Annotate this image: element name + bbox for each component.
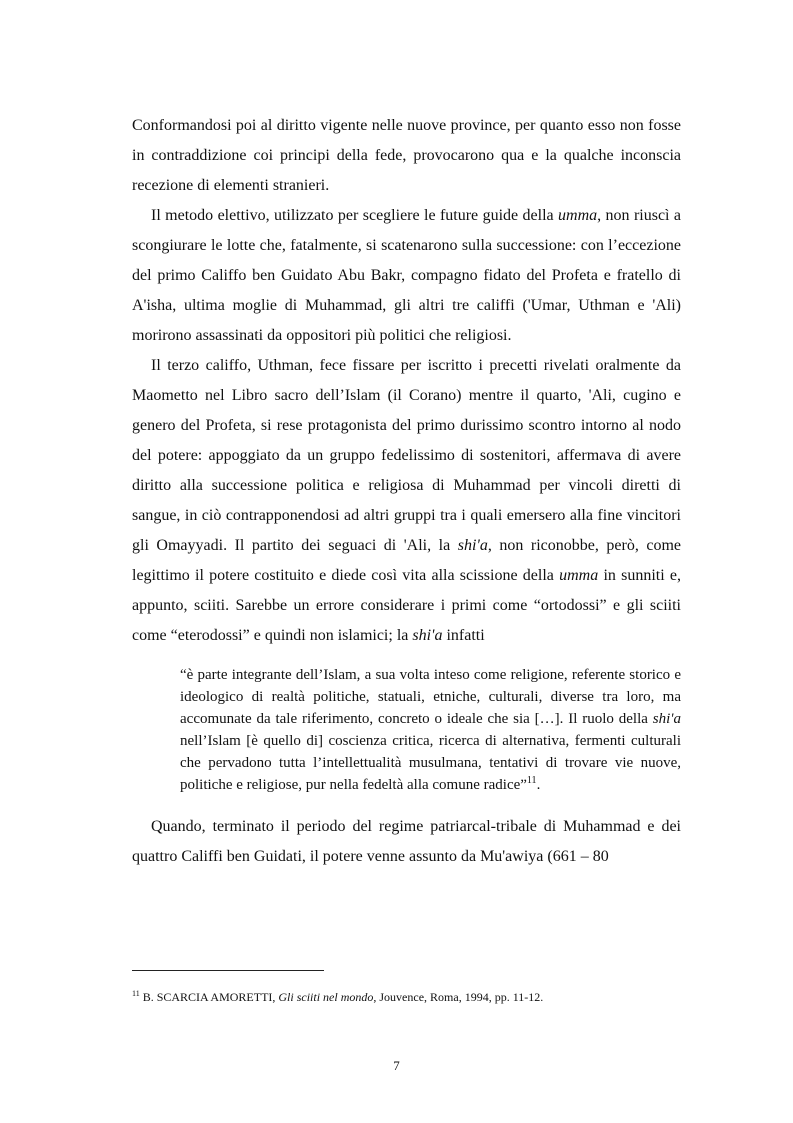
quote-end: . xyxy=(536,777,541,793)
paragraph-3-italic-shia-2: shi'a xyxy=(412,627,443,644)
footnote-author: B. SCARCIA AMORETTI, xyxy=(139,990,279,1004)
footnote-separator xyxy=(132,970,324,971)
block-quote xyxy=(180,664,681,796)
paragraph-4: Quando, terminato il periodo del regime patriarcal-tribale di Muhammad e dei quattro Califfi ben Guidati, il potere venne assunto da Mu'awiya (661 – 80 xyxy=(132,818,681,865)
paragraph-3-italic-umma: umma xyxy=(559,567,599,584)
footnote-reference[interactable]: 11 xyxy=(526,775,537,786)
paragraph-3-text-e: in sunniti e, appunto, sciiti. Sarebbe un errore considerare i primi come “ortodossi” e gli sciiti come “eterodossi” e quindi non islamici; la xyxy=(132,567,682,644)
body-text xyxy=(132,111,681,872)
paragraph-1: Conformandosi poi al diritto vigente nelle nuove province, per quanto esso non fosse in contraddizione coi principi della fede, provocarono qua e la qualche inconscia recezione di elementi stranieri. xyxy=(132,117,681,194)
footnote-number: 11 xyxy=(132,989,140,998)
paragraph-3 xyxy=(132,351,681,651)
paragraph-3-text-a: Il terzo califfo, Uthman, fece fissare per iscritto i precetti rivelati oralmente da Maometto nel Libro sacro dell’Islam (il Corano) mentre il quarto, 'Ali, cugino e genero del Profeta, si rese protagonista del primo durissimo scontro intorno al nodo del potere: appoggiato da un gruppo fedelissimo di sostenitori, affermava di avere diritto alla successione politica e religiosa di Muhammad per vincoli diretti di sangue, in ciò contrapponendosi ad altri gruppi tra i quali emersero alla fine vincitori gli Omayyadi. Il partito dei seguaci di 'Ali, la xyxy=(132,357,681,554)
quote-italic-shia: shi'a xyxy=(652,711,681,727)
paragraph-2 xyxy=(132,201,681,351)
quote-text-c: nell’Islam [è quello di] coscienza critica, ricerca di alternativa, fermenti culturali che pervadono tutta l’intellettualità musulmana, tentativi di trovare vie nuove, politiche e religiose, pur nella fedeltà alla comune radice” xyxy=(180,733,681,793)
page-number: 7 xyxy=(393,1058,400,1073)
footnote xyxy=(132,989,692,1005)
quote-text-a: “è parte integrante dell’Islam, a sua volta inteso come religione, referente storico e ideologico di realtà politiche, statuali, etniche, culturali, diverse tra loro, ma accomunate da tale riferimento, concreto o ideale che sia […]. Il ruolo della xyxy=(180,667,681,727)
paragraph-2-text-a: Il metodo elettivo, utilizzato per scegliere le future guide della xyxy=(151,207,559,224)
paragraph-2-italic-umma: umma xyxy=(558,207,598,224)
paragraph-3-text-g: infatti xyxy=(442,627,485,644)
paragraph-3-text-c: , non riconobbe, però, come legittimo il potere costituito e diede così vita alla scissione della xyxy=(132,537,681,584)
paragraph-3-italic-shia: shi'a xyxy=(457,537,488,554)
footnote-title: Gli sciiti nel mondo xyxy=(278,990,374,1004)
paragraph-2-text-c: , non riuscì a scongiurare le lotte che, fatalmente, si scatenarono sulla successione: con l’eccezione del primo Califfo ben Guidato Abu Bakr, compagno fidato del Profeta e fratello di A'isha, ultima moglie di Muhammad, gli altri tre califfi ('Umar, Uthman e 'Ali) morirono assassinati da oppositori più politici che religiosi. xyxy=(132,207,681,344)
footnote-details: , Jouvence, Roma, 1994, pp. 11-12. xyxy=(373,990,544,1004)
